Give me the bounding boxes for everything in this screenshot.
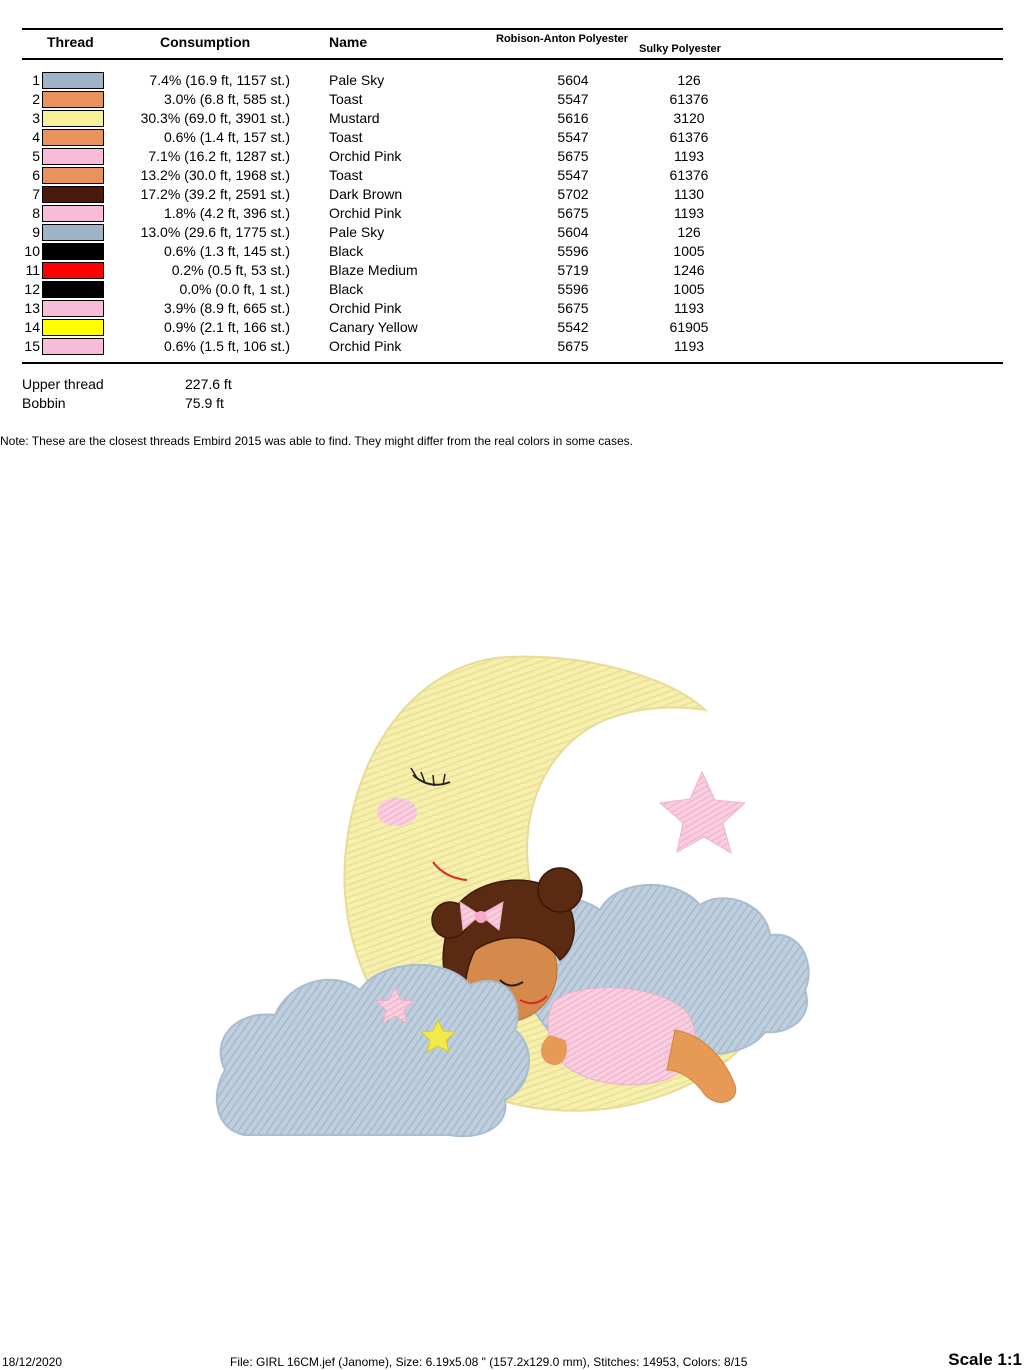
robison-anton-code: 5604 — [557, 224, 589, 240]
header-bottom-rule — [22, 58, 1003, 60]
robison-anton-code: 5604 — [557, 72, 589, 88]
header-robison-anton: Robison-Anton Polyester — [496, 33, 629, 45]
thread-color-swatch — [42, 91, 104, 108]
thread-color-swatch — [42, 205, 104, 222]
thread-name: Orchid Pink — [329, 338, 402, 354]
thread-name: Mustard — [329, 110, 380, 126]
embroidery-design-image — [205, 640, 825, 1160]
thread-name: Orchid Pink — [329, 205, 402, 221]
thread-consumption: 0.6% (1.5 ft, 106 st.) — [163, 338, 290, 354]
thread-name: Dark Brown — [329, 186, 403, 202]
table-row — [0, 128, 1024, 147]
thread-consumption: 3.0% (6.8 ft, 585 st.) — [163, 91, 290, 107]
table-row — [0, 90, 1024, 109]
robison-anton-code: 5675 — [557, 148, 589, 164]
thread-number: 9 — [32, 224, 40, 240]
table-row — [0, 318, 1024, 337]
thread-name: Toast — [329, 167, 363, 183]
table-row — [0, 242, 1024, 261]
sulky-code: 1193 — [673, 338, 705, 354]
thread-name: Black — [329, 243, 364, 259]
thread-color-swatch — [42, 186, 104, 203]
table-bottom-rule — [22, 362, 1003, 364]
thread-consumption: 0.0% (0.0 ft, 1 st.) — [179, 281, 290, 297]
thread-number: 8 — [32, 205, 40, 221]
bobbin-value: 75.9 ft — [185, 395, 224, 411]
bobbin-label: Bobbin — [22, 395, 66, 411]
thread-color-swatch — [42, 281, 104, 298]
thread-number: 12 — [24, 281, 40, 297]
thread-color-swatch — [42, 224, 104, 241]
thread-number: 1 — [32, 72, 40, 88]
table-row — [0, 109, 1024, 128]
thread-color-swatch — [42, 167, 104, 184]
thread-name: Orchid Pink — [329, 148, 402, 164]
footer-scale: Scale 1:1 — [948, 1350, 1022, 1369]
robison-anton-code: 5675 — [557, 300, 589, 316]
upper-thread-value: 227.6 ft — [185, 376, 232, 392]
robison-anton-code: 5702 — [557, 186, 589, 202]
thread-consumption: 13.2% (30.0 ft, 1968 st.) — [140, 167, 290, 183]
thread-consumption: 17.2% (39.2 ft, 2591 st.) — [140, 186, 290, 202]
girl-hair-bun — [538, 868, 582, 912]
sulky-code: 1005 — [673, 243, 705, 259]
robison-anton-code: 5596 — [557, 281, 589, 297]
robison-anton-code: 5547 — [557, 167, 589, 183]
thread-color-swatch — [42, 72, 104, 89]
table-row — [0, 147, 1024, 166]
thread-name: Blaze Medium — [329, 262, 418, 278]
sulky-code: 1130 — [673, 186, 705, 202]
thread-number: 5 — [32, 148, 40, 164]
sulky-code: 126 — [677, 72, 701, 88]
robison-anton-code: 5719 — [557, 262, 589, 278]
table-row — [0, 185, 1024, 204]
sulky-code: 1005 — [673, 281, 705, 297]
sulky-code: 3120 — [673, 110, 705, 126]
thread-name: Orchid Pink — [329, 300, 402, 316]
thread-consumption: 0.6% (1.3 ft, 145 st.) — [163, 243, 290, 259]
sulky-code: 61376 — [669, 91, 709, 107]
table-row — [0, 204, 1024, 223]
pink-star — [660, 772, 745, 853]
thread-color-swatch — [42, 319, 104, 336]
sulky-code: 61376 — [669, 129, 709, 145]
thread-number: 6 — [32, 167, 40, 183]
thread-color-swatch — [42, 243, 104, 260]
thread-number: 14 — [24, 319, 40, 335]
sulky-code: 1193 — [673, 300, 705, 316]
thread-name: Canary Yellow — [329, 319, 418, 335]
header-thread: Thread — [47, 34, 94, 50]
thread-consumption: 7.4% (16.9 ft, 1157 st.) — [149, 72, 290, 88]
robison-anton-code: 5542 — [557, 319, 589, 335]
table-row — [0, 299, 1024, 318]
header-sulky: Sulky Polyester — [639, 43, 721, 55]
robison-anton-code: 5616 — [557, 110, 589, 126]
table-row — [0, 337, 1024, 356]
thread-color-swatch — [42, 300, 104, 317]
header-consumption: Consumption — [160, 34, 251, 50]
thread-name: Pale Sky — [329, 224, 385, 240]
thread-consumption: 1.8% (4.2 ft, 396 st.) — [163, 205, 290, 221]
thread-name: Black — [329, 281, 364, 297]
sulky-code: 1193 — [673, 148, 705, 164]
sulky-code: 1246 — [673, 262, 705, 278]
thread-number: 2 — [32, 91, 40, 107]
thread-consumption: 0.6% (1.4 ft, 157 st.) — [163, 129, 290, 145]
table-row — [0, 280, 1024, 299]
table-row — [0, 71, 1024, 90]
robison-anton-code: 5675 — [557, 338, 589, 354]
thread-consumption: 30.3% (69.0 ft, 3901 st.) — [140, 110, 290, 126]
table-row — [0, 223, 1024, 242]
thread-consumption: 0.2% (0.5 ft, 53 st.) — [171, 262, 290, 278]
upper-thread-label: Upper thread — [22, 376, 104, 392]
thread-consumption: 3.9% (8.9 ft, 665 st.) — [163, 300, 290, 316]
footer-date: 18/12/2020 — [2, 1355, 63, 1369]
thread-number: 4 — [32, 129, 40, 145]
table-top-rule — [22, 28, 1003, 30]
robison-anton-code: 5547 — [557, 91, 589, 107]
robison-anton-code: 5675 — [557, 205, 589, 221]
thread-name: Pale Sky — [329, 72, 385, 88]
sulky-code: 126 — [677, 224, 701, 240]
moon-cheek — [377, 798, 417, 826]
table-row — [0, 261, 1024, 280]
thread-color-swatch — [42, 148, 104, 165]
thread-name: Toast — [329, 129, 363, 145]
thread-consumption: 0.9% (2.1 ft, 166 st.) — [163, 319, 290, 335]
thread-color-swatch — [42, 262, 104, 279]
sulky-code: 1193 — [673, 205, 705, 221]
footer-file-info: File: GIRL 16CM.jef (Janome), Size: 6.19x5.08 " (157.2x129.0 mm), Stitches: 14953, Colors: 8/15 — [230, 1355, 748, 1369]
thread-number: 13 — [24, 300, 40, 316]
thread-consumption: 7.1% (16.2 ft, 1287 st.) — [148, 148, 290, 164]
sulky-code: 61905 — [669, 319, 709, 335]
thread-name: Toast — [329, 91, 363, 107]
thread-number: 3 — [32, 110, 40, 126]
thread-number: 10 — [24, 243, 40, 259]
robison-anton-code: 5547 — [557, 129, 589, 145]
front-cloud — [217, 965, 529, 1136]
thread-color-swatch — [42, 338, 104, 355]
thread-color-swatch — [42, 110, 104, 127]
table-row — [0, 166, 1024, 185]
robison-anton-code: 5596 — [557, 243, 589, 259]
thread-number: 11 — [25, 262, 40, 278]
thread-number: 15 — [24, 338, 40, 354]
thread-color-swatch — [42, 129, 104, 146]
thread-number: 7 — [32, 186, 40, 202]
sulky-code: 61376 — [669, 167, 709, 183]
header-name: Name — [329, 34, 368, 50]
thread-consumption: 13.0% (29.6 ft, 1775 st.) — [140, 224, 290, 240]
note-text: Note: These are the closest threads Embird 2015 was able to find. They might differ from the real colors in some cases. — [0, 434, 633, 448]
